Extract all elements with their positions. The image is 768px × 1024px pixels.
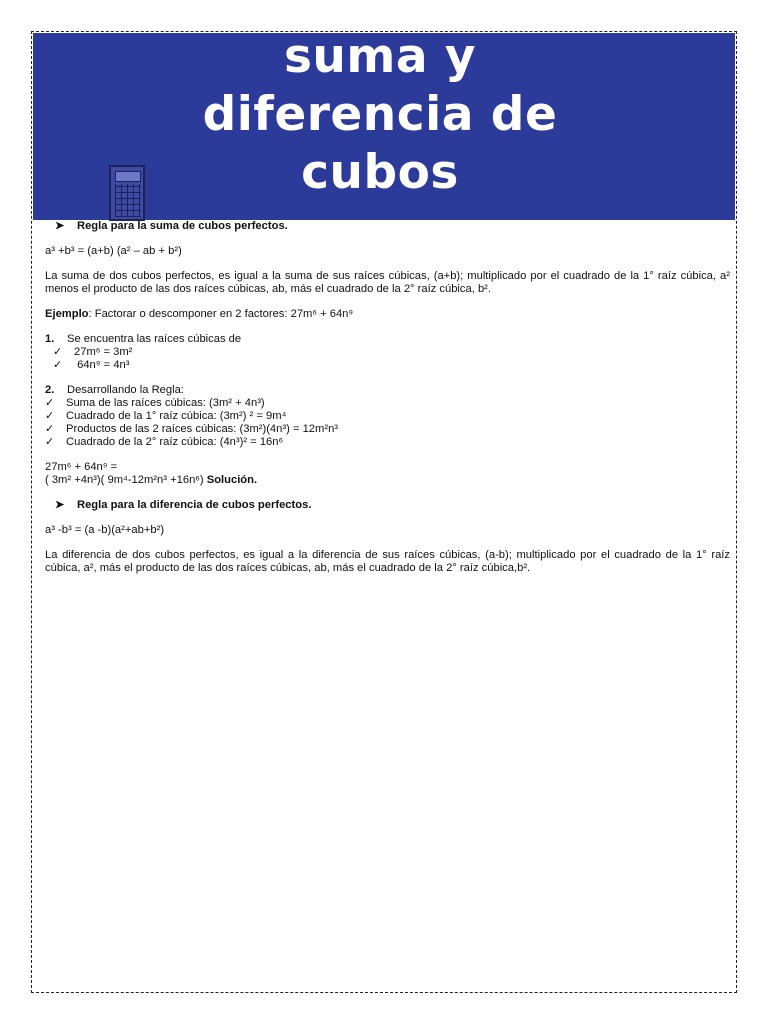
document-body [45,220,730,575]
section-heading-diferencia: ➤ Regla para la diferencia de cubos perfectos. [55,499,312,511]
paragraph-diferencia: La diferencia de dos cubos perfectos, es igual a la diferencia de sus raíces cúbicas, (a-b); multiplicado por el cuadrado de la 1° raíz cúbica, a², más el producto de las dos raíces cúbicas, ab, más el cuadrado de la 2° raíz cúbica,b². [45,549,730,574]
list-item: ✓ Productos de las 2 raíces cúbicas: (3m²)(4n³) = 12m²n³ [45,423,339,435]
check-icon: ✓ [45,423,55,435]
list-item: ✓ 64n⁹ = 4n³ [45,359,730,372]
list-item: ✓ Cuadrado de la 2° raíz cúbica: (4n³)² = 16n⁶ [45,436,284,448]
title-line-3: cubos [301,145,459,200]
list-item: ✓ 27m⁶ = 3m² [45,346,730,359]
formula-diferencia: a³ -b³ = (a -b)(a²+ab+b²) [45,524,165,536]
section-heading-suma: ➤ Regla para la suma de cubos perfectos. [55,220,288,232]
check-icon: ✓ [45,436,55,448]
check-icon: ✓ [53,359,63,371]
result-line-1: 27m⁶ + 64n⁹ = [45,461,118,473]
example-line: Ejemplo: Factorar o descomponer en 2 factores: 27m⁶ + 64n⁹ [45,308,354,320]
paragraph-suma: La suma de dos cubos perfectos, es igual a la suma de sus raíces cúbicas, (a+b); multiplicado por el cuadrado de la 1° raíz cúbica, a² menos el producto de las dos raíces cúbicas, ab, más el cuadrado de la 2° raíz cúbica, b². [45,270,730,295]
check-icon: ✓ [53,346,63,358]
step-1: 1. Se encuentra las raíces cúbicas de [45,333,242,345]
formula-suma: a³ +b³ = (a+b) (a² – ab + b²) [45,245,182,257]
page-title [0,28,760,202]
arrow-bullet-icon: ➤ [55,220,65,232]
solution-label: Solución. [206,474,258,486]
check-icon: ✓ [45,397,55,409]
check-icon: ✓ [45,410,55,422]
step-2: 2. Desarrollando la Regla: [45,384,184,396]
title-line-2: diferencia de [202,87,558,142]
arrow-bullet-icon: ➤ [55,499,65,511]
example-label: Ejemplo [45,308,89,320]
result-line-2: ( 3m² +4n³)( 9m⁴-12m²n³ +16n⁶) Solución. [45,474,258,486]
title-line-1: suma y [283,29,477,84]
list-item: ✓ Suma de las raíces cúbicas: (3m² + 4n³) [45,397,265,409]
list-item: ✓ Cuadrado de la 1° raíz cúbica: (3m²) ² = 9m⁴ [45,410,287,422]
